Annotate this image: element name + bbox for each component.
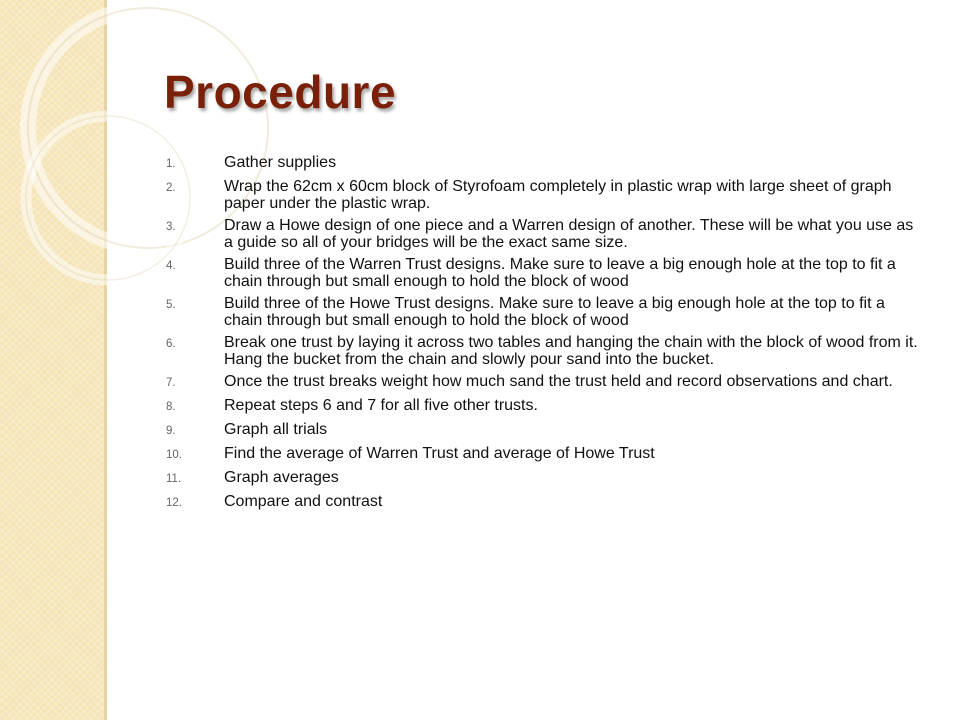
step-text: Graph all trials xyxy=(224,421,328,438)
step-text: Build three of the Howe Trust designs. Make sure to leave a big enough hole at the top to fit a chain through but small enough to hold the block of wood xyxy=(224,295,885,329)
step-text: Break one trust by laying it across two tables and hanging the chain with the block of wood from it. Hang the bucket from the chain and slowly pour sand into the bucket. xyxy=(224,334,918,368)
step-text: Graph averages xyxy=(224,469,339,486)
list-item xyxy=(166,445,926,464)
step-number: 9. xyxy=(166,425,176,437)
step-number: 12. xyxy=(166,497,182,509)
list-item xyxy=(166,493,926,512)
step-text: Draw a Howe design of one piece and a Warren design of another. These will be what you use as a guide so all of your bridges will be the exact same size. xyxy=(224,217,914,251)
step-text: Repeat steps 6 and 7 for all five other trusts. xyxy=(224,397,538,414)
procedure-steps-list xyxy=(166,154,926,517)
step-number: 10. xyxy=(166,449,182,461)
step-text: Gather supplies xyxy=(224,154,337,171)
step-text: Wrap the 62cm x 60cm block of Styrofoam completely in plastic wrap with large sheet of graph paper under the plastic wrap. xyxy=(224,178,892,212)
step-text: Build three of the Warren Trust designs. Make sure to leave a big enough hole at the top to fit a chain through but small enough to hold the block of wood xyxy=(224,256,896,290)
step-number: 3. xyxy=(166,221,176,233)
step-number: 7. xyxy=(166,377,176,389)
list-item xyxy=(166,397,926,416)
list-item xyxy=(166,295,926,329)
step-number: 6. xyxy=(166,338,176,350)
step-text: Find the average of Warren Trust and average of Howe Trust xyxy=(224,445,655,462)
step-number: 5. xyxy=(166,299,176,311)
list-item xyxy=(166,421,926,440)
step-text: Once the trust breaks weight how much sand the trust held and record observations and chart. xyxy=(224,373,893,390)
list-item xyxy=(166,469,926,488)
list-item xyxy=(166,373,926,392)
step-number: 8. xyxy=(166,401,176,413)
step-number: 4. xyxy=(166,260,176,272)
list-item xyxy=(166,154,926,173)
list-item xyxy=(166,217,926,251)
step-number: 1. xyxy=(166,158,176,170)
slide-title: Procedure xyxy=(164,66,397,118)
step-number: 2. xyxy=(166,182,176,194)
list-item xyxy=(166,334,926,368)
list-item xyxy=(166,178,926,212)
step-number: 11. xyxy=(166,473,182,485)
step-text: Compare and contrast xyxy=(224,493,383,510)
list-item xyxy=(166,256,926,290)
